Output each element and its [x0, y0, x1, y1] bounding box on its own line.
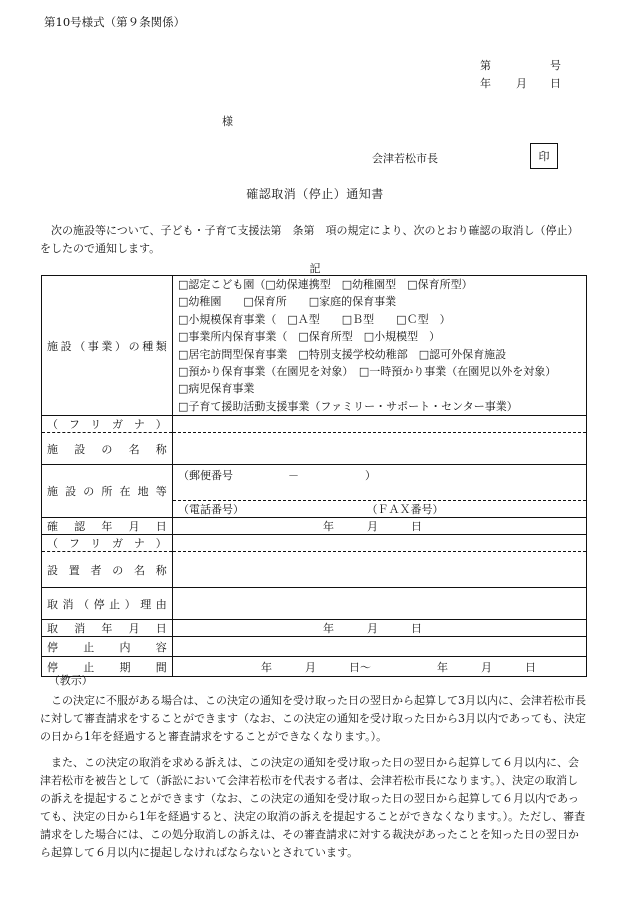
type-option: □幼稚園 □保育所 □家庭的保育事業	[178, 295, 397, 309]
suspend-content-value	[173, 637, 587, 657]
type-label: 施設（事業）の種類	[42, 276, 173, 416]
type-option: □預かり保育事業（在園児を対象） □一時預かり事業（在園児以外を対象）	[178, 365, 557, 379]
suspend-content-label: 停止内容	[42, 637, 173, 657]
document-date-line	[480, 75, 570, 91]
phone-fax-field	[173, 501, 587, 518]
phone-label: （電話番号）	[178, 503, 244, 517]
intro-paragraph: 次の施設等について、子ども・子育て支援法第 条第 項の規定により、次のとおり確認の取消し（停止）をしたので通知します。	[40, 224, 579, 255]
confirm-date-label: 確認年月日	[42, 518, 173, 535]
facility-table	[41, 275, 587, 677]
type-option: □事業所内保育事業（ □保育所型 □小規模型 ）	[178, 330, 441, 344]
mayor-name: 会津若松市長	[372, 152, 438, 165]
addressee: 様	[222, 115, 233, 128]
seal-box: 印	[530, 143, 558, 169]
notice-section	[40, 672, 588, 862]
furigana2-value	[173, 535, 587, 552]
confirm-date-value: 年 月 日	[173, 518, 587, 535]
ki-mark: 記	[309, 262, 321, 275]
fax-label: （ＦＡＸ番号）	[366, 503, 444, 517]
type-options	[173, 276, 587, 416]
reason-label: 取消（停止）理由	[42, 588, 173, 620]
date-nen: 年	[480, 77, 491, 90]
type-option: □子育て援助活動支援事業（ファミリー・サポート・センター事業）	[178, 399, 518, 413]
founder-label: 設置者の名称	[42, 552, 173, 588]
postal-field: （郵便番号 － ）	[173, 465, 587, 501]
notice-paragraph-2: また、この決定の取消を求める訴えは、この決定の通知を受け取った日の翌日から起算して６月以内に、会津若松市を被告として（訴訟において会津若松市を代表する者は、会津若松市長になります。）、決定の取消しの訴えを提起することができます（なお、この決定の通知を受け取った日の翌日から起算して６月以内であっても、決定の日から1年を経過すると、決定の取消の訴えを提起することができなくなります。）。ただし、審査請求をした場合には、この処分取消しの訴えは、その審査請求に対する裁決があったことを知った日の翌日から起算して６月以内に提起しなければならないとされています。	[40, 756, 586, 859]
number-dai: 第	[480, 59, 491, 72]
furigana2-label: （フリガナ）	[42, 535, 173, 552]
reason-value	[173, 588, 587, 620]
document-number-line	[480, 57, 570, 73]
type-option: □小規模保育事業（ □Ａ型 □Ｂ型 □Ｃ型 ）	[178, 312, 451, 326]
date-hi: 日	[550, 77, 561, 90]
document-title: 確認取消（停止）通知書	[246, 187, 384, 201]
facility-name-value	[173, 433, 587, 465]
number-go: 号	[550, 59, 561, 72]
founder-value	[173, 552, 587, 588]
address-label: 施設の所在地等	[42, 465, 173, 518]
type-option: □病児保育事業	[178, 382, 255, 396]
facility-name-label: 施設の名称	[42, 433, 173, 465]
cancel-date-label: 取消年月日	[42, 620, 173, 637]
type-option: □居宅訪問型保育事業 □特別支援学校幼稚部 □認可外保育施設	[178, 347, 507, 361]
date-tsuki: 月	[516, 77, 527, 90]
cancel-date-value: 年 月 日	[173, 620, 587, 637]
furigana-label: （フリガナ）	[42, 416, 173, 433]
type-option: □認定こども園（□幼保連携型 □幼稚園型 □保育所型）	[178, 278, 473, 291]
suspend-period-label: 停止期間	[42, 657, 173, 677]
suspend-period-value: 年 月 日～ 年 月 日	[173, 657, 587, 677]
form-number: 第10号様式（第９条関係）	[44, 15, 186, 29]
furigana-value	[173, 416, 587, 433]
notice-heading: （教示）	[48, 674, 93, 687]
notice-paragraph-1: この決定に不服がある場合は、この決定の通知を受け取った日の翌日から起算して3月以内に、会津若松市長に対して審査請求をすることができます（なお、この決定の通知を受け取った日から3月以内であっても、決定の日から1年を経過すると審査請求をすることができなくなります。）。	[40, 694, 586, 743]
